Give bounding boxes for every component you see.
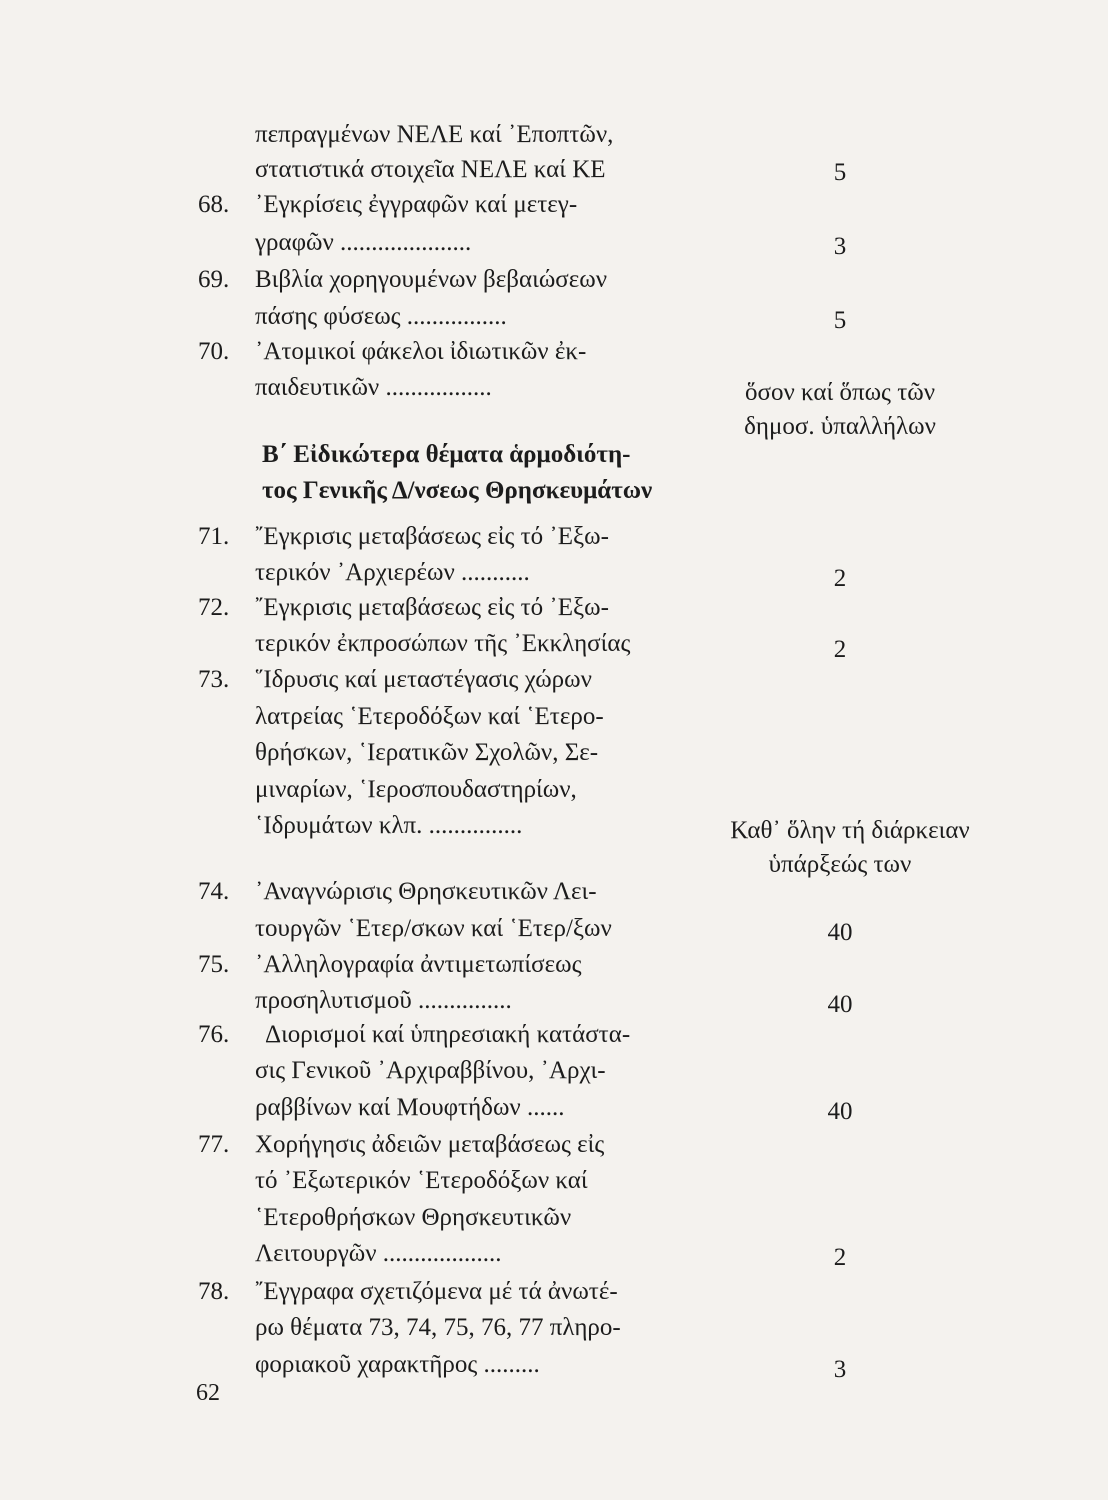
retention-value: 2 [833,565,847,592]
item-line: τερικόν ᾿Αρχιερέων ........... [255,559,530,586]
item-line: ῎Εγγραφα σχετιζόμενα μέ τά ἀνωτέ- [255,1278,618,1305]
item-line: θρήσκων, ῾Ιερατικῶν Σχολῶν, Σε- [255,739,599,766]
item-number: 72. [198,594,230,621]
retention-value: 40 [827,1098,853,1125]
item-line: ᾿Αναγνώρισις Θρησκευτικῶν Λει- [255,878,597,905]
item-line: πάσης φύσεως ................ [255,303,507,330]
retention-value: 5 [833,307,847,334]
item-number: 77. [198,1131,230,1158]
item-line: γραφῶν ..................... [255,229,472,256]
retention-value: 3 [833,233,847,260]
item-line: ῞Ιδρυσις καί μεταστέγασις χώρων [255,666,592,693]
item-line: φοριακοῦ χαρακτῆρος ......... [255,1351,540,1378]
section-heading: Β΄ Εἰδικώτερα θέματα ἁρμοδιότη- [262,441,631,468]
item-line: τό ᾿Εξωτερικόν ῾Ετεροδόξων καί [255,1167,588,1194]
item-line: ῾Ετεροθρήσκων Θρησκευτικῶν [255,1204,572,1231]
item-number: 76. [198,1021,230,1048]
retention-value: ὑπάρξεώς των [768,851,912,878]
item-number: 68. [198,191,230,218]
retention-value: 2 [833,636,847,663]
retention-value: 40 [827,991,853,1018]
item-number: 70. [198,338,230,365]
item-number: 73. [198,666,230,693]
item-line: λατρείας ῾Ετεροδόξων καί ῾Ετερο- [255,703,604,730]
item-line: ῎Εγκρισις μεταβάσεως εἰς τό ᾿Εξω- [255,523,609,550]
item-line: σις Γενικοῦ ᾿Αρχιραββίνου, ᾿Αρχι- [255,1057,606,1084]
item-line: ῎Εγκρισις μεταβάσεως εἰς τό ᾿Εξω- [255,594,609,621]
intro-line: στατιστικά στοιχεῖα ΝΕΛΕ καί ΚΕ [255,156,606,183]
item-line: τουργῶν ῾Ετερ/σκων καί ῾Ετερ/ξων [255,915,612,942]
page-number: 62 [196,1380,220,1406]
item-number: 75. [198,951,230,978]
item-line: ραββίνων καί Μουφτήδων ...... [255,1094,565,1121]
item-line: μιναρίων, ῾Ιεροσπουδαστηρίων, [255,776,577,803]
retention-value: Καθ᾿ ὅλην τή διάρκειαν [730,817,970,844]
item-line: Λειτουργῶν ................... [255,1240,502,1267]
item-number: 69. [198,266,230,293]
item-line: ᾿Εγκρίσεις ἐγγραφῶν καί μετεγ- [255,191,578,218]
retention-value: ὅσον καί ὅπως τῶν [744,379,935,406]
retention-value: 3 [833,1356,847,1383]
retention-value: 40 [827,919,853,946]
retention-value: 2 [833,1244,847,1271]
item-line: Βιβλία χορηγουμένων βεβαιώσεων [255,266,608,293]
item-number: 74. [198,878,230,905]
item-line: ᾿Ατομικοί φάκελοι ἰδιωτικῶν ἐκ- [255,338,587,365]
intro-line: πεπραγμένων ΝΕΛΕ καί ᾿Εποπτῶν, [255,121,614,148]
item-line: παιδευτικῶν ................. [255,374,492,401]
item-line: ῾Ιδρυμάτων κλπ. ............... [255,812,523,839]
section-heading: τος Γενικῆς Δ/νσεως Θρησκευμάτων [262,477,653,504]
item-line: προσηλυτισμοῦ ............... [255,987,512,1014]
retention-value: δημοσ. ὑπαλλήλων [744,413,936,440]
item-line: ᾿Αλληλογραφία ἀντιμετωπίσεως [255,951,582,978]
item-line: Διορισμοί καί ὑπηρεσιακή κατάστα- [265,1021,631,1048]
item-line: τερικόν ἐκπροσώπων τῆς ᾿Εκκλησίας [255,630,631,657]
item-line: ρω θέματα 73, 74, 75, 76, 77 πληρο- [255,1314,621,1341]
item-number: 71. [198,523,230,550]
item-number: 78. [198,1278,230,1305]
retention-value: 5 [833,159,847,186]
item-line: Χορήγησις ἀδειῶν μεταβάσεως εἰς [255,1131,605,1158]
